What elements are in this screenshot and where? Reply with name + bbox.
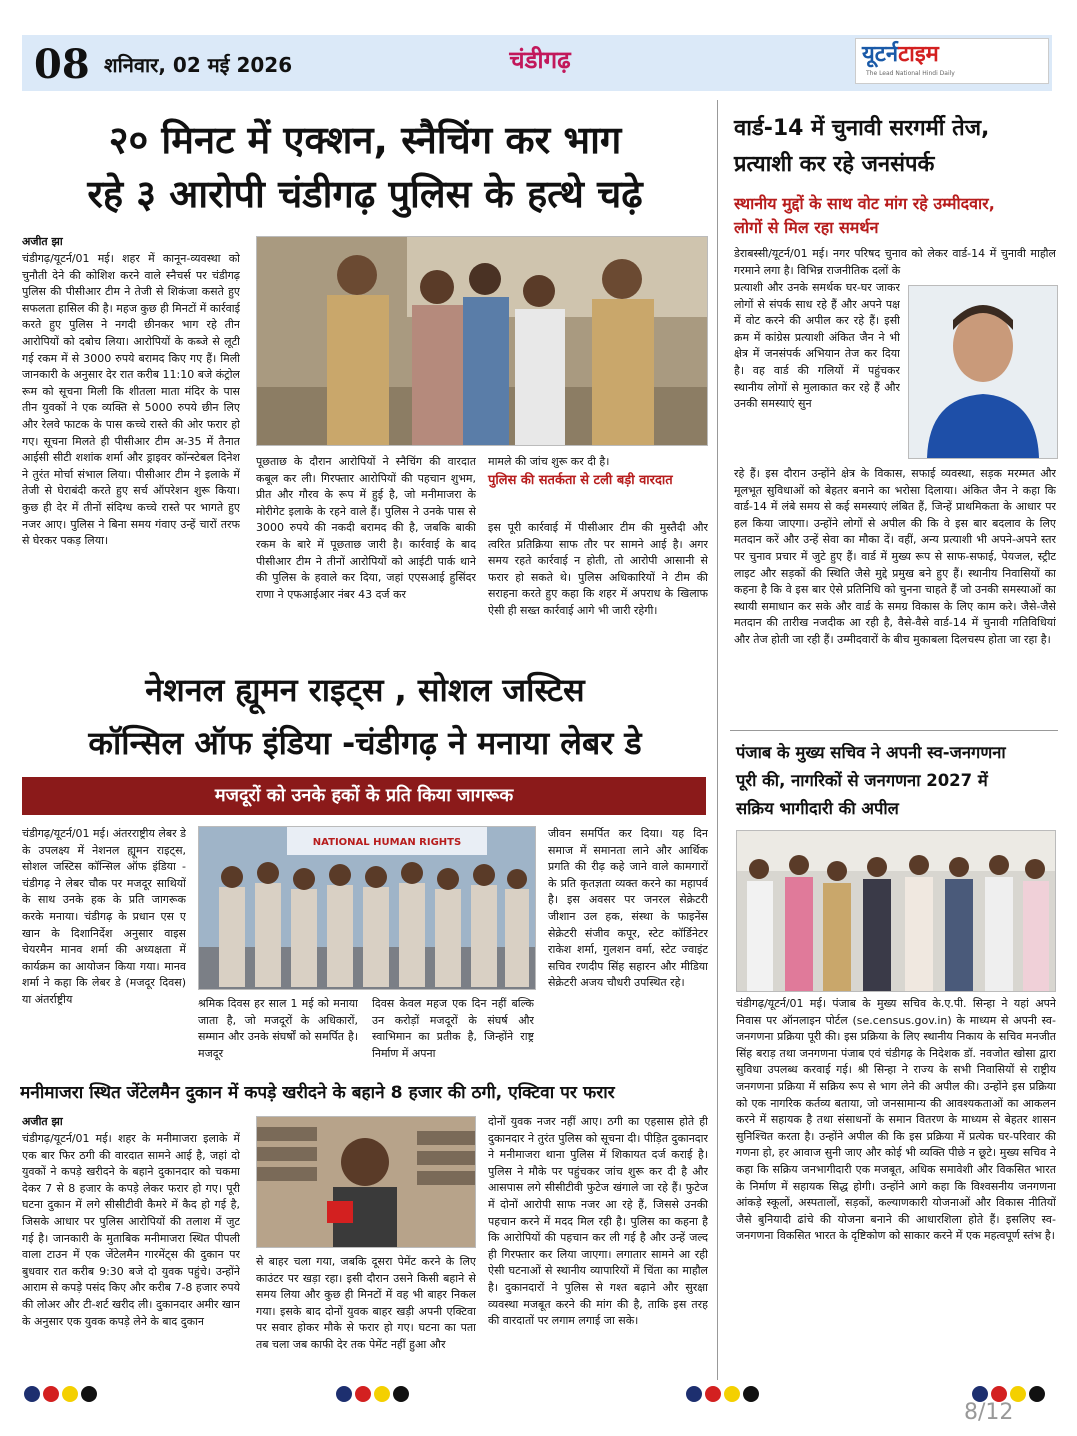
story2-column-3: दिवस केवल महज एक दिन नहीं बल्कि उन करोड़ों मजदूरों के संघर्ष और स्वाभिमान का प्रतीक है, जिन्होंने राष्ट्र निर्माण में अपना: [372, 997, 534, 1060]
red-dot: [355, 1386, 371, 1402]
story4-headline-2: प्रत्याशी कर रहे जनसंपर्क: [734, 152, 935, 177]
page-number: 08: [34, 41, 90, 88]
navy-dot: [336, 1386, 352, 1402]
column-divider: [717, 100, 718, 1380]
banner-text: NATIONAL HUMAN RIGHTS: [312, 837, 462, 848]
story2-column-1: चंडीगढ़/यूटर्न/01 मई। अंतरराष्ट्रीय लेबर डे के उपलक्ष्य में नेशनल ह्यूमन राइट्स, सोशल जस्टिस कॉन्सिल ऑफ इंडिया - चंडीगढ़ ने लेबर चौक पर मजदूर साथियों के साथ उनके हक के प्रति जागरूक करके मनाया। चंडीगढ़ के प्रधान एस ए खान के दिशानिर्देश अनुसार वाइस चेयरमैन मानव शर्मा की अध्यक्षता में कार्यक्रम का आयोजन किया गया। मानव शर्मा ने कहा कि लेबर डे (मजदूर दिवस) या अंतर्राष्ट्रीय: [22, 827, 186, 1006]
logo-text: यूटर्नटाइम: [862, 42, 939, 67]
yellow-dot: [724, 1386, 740, 1402]
story1-photo: [256, 236, 708, 446]
story2-headline-2: कॉन्सिल ऑफ इंडिया -चंडीगढ़ ने मनाया लेबर डे: [88, 724, 642, 762]
navy-dot: [686, 1386, 702, 1402]
story1-subheading: पुलिस की सतर्कता से टली बड़ी वारदात: [488, 473, 673, 488]
story3-headline: मनीमाजरा स्थित जेंटेलमैन दुकान में कपड़े खरीदने के बहाने 8 हजार की ठगी, एक्टिवा पर फरार: [20, 1083, 615, 1103]
footer-dots-mid-right: [686, 1386, 759, 1402]
story1-headline-1: २० मिनट में एक्शन, स्नैचिंग कर भाग: [108, 118, 622, 162]
logo-tagline: The Lead National Hindi Daily: [866, 70, 955, 77]
story1-column-1: चंडीगढ़/यूटर्न/01 मई। शहर में कानून-व्यवस्था को चुनौती देने की कोशिश करने वाले स्नैचर्स पर चंडीगढ़ पुलिस की पीसीआर टीम ने तेजी से शिकंजा कसते हुए सफलता हासिल की है। महज कुछ ही मिनटों में कार्रवाई करते हुए पुलिस ने नगदी छीनकर भाग रहे तीन आरोपियों को दबोच लिया। आरोपियों के कब्जे से लूटी गई रकम में से 3000 रुपये बरामद किए गए हैं। मिली जानकारी के अनुसार देर रात करीब 11:10 बजे कंट्रोल रूम को सूचना मिली कि शीतला माता मंदिर के पास तीन युवकों ने एक व्यक्ति से 5000 रुपये छीन लिए और रेलवे फाटक के पास कच्चे रास्ते की ओर फरार हो गए। सूचना मिलते ही पीसीआर टीम अ-35 में तैनात आईसी सीटी शशांक शर्मा और ड्राइवर कॉन्स्टेबल दिनेश ने तुरंत मोर्चा संभाल लिया। पीसीआर टीम ने इलाके में तेजी से घेराबंदी करते हुए सर्च ऑपरेशन शुरू किया। कुछ ही देर में तीनों संदिग्ध कच्चे रास्ते पर भागते हुए नजर आए। पुलिस ने बिना समय गंवाए उन्हें चारों तरफ से घेरकर पकड़ लिया।: [22, 252, 240, 548]
right-column-divider: [730, 730, 1058, 731]
navy-dot: [24, 1386, 40, 1402]
story1-column-2: पूछताछ के दौरान आरोपियों ने स्नैचिंग की वारदात कबूल कर ली। गिरफ्तार आरोपियों की पहचान शुभम, प्रीत और गौरव के रूप में हुई है, जो मनीमाजरा के मोरीगेट इलाके के रहने वाले हैं। पुलिस ने उनके पास से 3000 रुपये की नकदी बरामद की है, जबकि बाकी रकम के बारे में पूछताछ जारी है। कार्रवाई के बाद पीसीआर टीम ने तीनों आरोपियों को आईटी पार्क थाने की पुलिस के हवाले कर दिया, जहां एएसआई हुसिंदर राणा ने एफआईआर नंबर 43 दर्ज कर: [256, 455, 476, 601]
issue-date: शनिवार, 02 मई 2026: [104, 53, 293, 77]
red-dot: [705, 1386, 721, 1402]
story3-photo: [256, 1116, 476, 1248]
story4-sub-2: लोगों से मिल रहा समर्थन: [734, 218, 879, 237]
story4-para-left: प्रत्याशी और उनके समर्थक घर-घर जाकर लोगों से संपर्क साध रहे हैं और अपने पक्ष में वोट करने की अपील कर रहे हैं। इसी क्रम में कांग्रेस प्रत्याशी अंकित जैन ने भी क्षेत्र में जनसंपर्क अभियान तेज कर दिया है। वह वार्ड की गलियों में पहुंचकर स्थानीय लोगों से मुलाकात कर रहे हैं और उनकी समस्याएं सुन: [734, 281, 900, 411]
story2-column-4: जीवन समर्पित कर दिया। यह दिन समाज में समानता लाने और आर्थिक प्रगति की रीढ़ कहे जाने वाले कामगारों के प्रति कृतज्ञता व्यक्त करने का महापर्व है। इस अवसर पर जनरल सेक्रेटरी जीशान उल हक, संस्था के फाइनेंस सेक्रेटरी संजीव कपूर, स्टेट कॉर्डिनेटर राकेश शर्मा, गुलशन वर्मा, स्टेट ज्वाइंट सचिव रणदीप सिंह सहारन और मीडिया सेक्रेटरी अजय चौधरी उपस्थित रहे।: [548, 827, 708, 990]
candidate-photo: [908, 285, 1058, 459]
officials-group-photo: [737, 831, 1055, 991]
story5-body: चंडीगढ़/यूटर्न/01 मई। पंजाब के मुख्य सचिव के.ए.पी. सिन्हा ने यहां अपने निवास पर ऑनलाइन पोर्टल (se.census.gov.in) के माध्यम से अपनी स्व-जनगणना प्रक्रिया पूरी की। इस प्रक्रिया के लिए स्थानीय निकाय के सचिव मनजीत सिंह बराड़ तथा जनगणना पंजाब एवं चंडीगढ़ के निदेशक डॉ. नवजोत खोसा द्वारा सुविधा उपलब्ध करवाई गई। श्री सिन्हा ने राज्य के सभी निवासियों से राष्ट्रीय जनगणना प्रक्रिया में सक्रिय रूप से भाग लेने की अपील की। उन्होंने इस प्रक्रिया को एक नागरिक कर्तव्य बताया, जो जनसामान्य की आवश्यकताओं का आकलन करने में सहायक है तथा संसाधनों के समान वितरण के माध्यम से बेहतर शासन सुनिश्चित करता है। उन्होंने अपील की कि इस प्रक्रिया में प्रत्येक घर-परिवार की गणना हो, हर आवाज सुनी जाए और कोई भी व्यक्ति पीछे न छूटे। मुख्य सचिव ने कहा कि सक्रिय जनभागीदारी एक मजबूत, अधिक समावेशी और विकसित भारत के निर्माण में सहायक सिद्ध होगी। उन्होंने आगे कहा कि विश्वसनीय जनगणना आंकड़े स्कूलों, अस्पतालों, सड़कों, कल्याणकारी योजनाओं और विकास नीतियों जैसे बुनियादी ढांचे की योजना बनाने की आधारशिला होते हैं। इसलिए स्व-जनगणना विकसित भारत के दृष्टिकोण को साकार करने में एक महत्वपूर्ण स्तंभ है।: [736, 997, 1056, 1243]
story3-column-2: से बाहर चला गया, जबकि दूसरा पेमेंट करने के लिए काउंटर पर खड़ा रहा। इसी दौरान उसने किसी बहाने से समय लिया और कुछ ही मिनटों में वह भी बाहर निकल गया। इसके बाद दोनों युवक बाहर खड़ी अपनी एक्टिवा पर सवार होकर मौके से फरार हो गए। घटना का पता तब चला जब काफी देर तक पेमेंट नहीं हुआ और: [256, 1255, 476, 1351]
yellow-dot: [62, 1386, 78, 1402]
story5-photo: [736, 830, 1056, 992]
black-dot: [743, 1386, 759, 1402]
black-dot: [393, 1386, 409, 1402]
yellow-dot: [374, 1386, 390, 1402]
story4-headline-1: वार्ड-14 में चुनावी सरगर्मी तेज,: [734, 116, 990, 141]
story4-sub-1: स्थानीय मुद्दों के साथ वोट मांग रहे उम्मीदवार,: [734, 194, 995, 213]
story2-band: मजदूरों को उनके हकों के प्रति किया जागरूक: [22, 777, 706, 815]
story1-byline: अजीत झा: [22, 235, 63, 248]
story3-byline: अजीत झा: [22, 1115, 63, 1128]
page-count[interactable]: 8/12: [964, 1400, 1014, 1425]
story1-headline-2: रहे ३ आरोपी चंडीगढ़ पुलिस के हत्थे चढ़े: [87, 172, 643, 216]
story3-column-1: चंडीगढ़/यूटर्न/01 मई। शहर के मनीमाजरा इलाके में एक बार फिर ठगी की वारदात सामने आई है, जहां दो युवकों ने कपड़े खरीदने के बहाने दुकानदार को चकमा देकर 7 से 8 हजार के कपड़े लेकर फरार हो गए। पूरी घटना दुकान में लगे सीसीटीवी कैमरे में कैद हो गई है, जिसके आधार पर पुलिस आरोपियों की तलाश में जुट गई है। जानकारी के मुताबिक मनीमाजरा स्थित पीपली वाला टाउन में एक जेंटेलमैन गारमेंट्स की दुकान पर बुधवार रात करीब 9:30 बजे दो युवक पहुंचे। उन्होंने आराम से कपड़े पसंद किए और करीब 7-8 हजार रुपये की लोअर और टी-शर्ट खरीद ली। दुकानदार अमीर खान के अनुसार एक युवक कपड़े लेने के बाद दुकान: [22, 1132, 240, 1328]
story1-column-3a: मामले की जांच शुरू कर दी है।: [488, 455, 610, 468]
story2-headline-1: नेशनल ह्यूमन राइट्स , सोशल जस्टिस: [145, 671, 585, 709]
story5-headline-1: पंजाब के मुख्य सचिव ने अपनी स्व-जनगणना: [736, 743, 1006, 762]
candidate-portrait: [909, 286, 1057, 458]
story4-para-bottom: रहे हैं। इस दौरान उन्होंने क्षेत्र के विकास, सफाई व्यवस्था, सड़क मरम्मत और मूलभूत सुविधाओं को बेहतर बनाने का भरोसा दिलाया। अंकित जैन ने कहा कि वार्ड-14 में लंबे समय से कई समस्याएं लंबित हैं, जिन्हें प्राथमिकता के आधार पर हल किया जाएगा। उन्होंने लोगों से अपील की कि वे इस बार बदलाव के लिए मतदान करें और उन्हें सेवा का मौका दें। वहीं, अन्य प्रत्याशी भी अपने-अपने स्तर पर चुनाव प्रचार में जुटे हुए हैं। वार्ड में मुख्य रूप से साफ-सफाई, पेयजल, स्ट्रीट लाइट और सड़कों की स्थिति जैसे मुद्दे प्रमुख बने हुए हैं। स्थानीय निवासियों का कहना है कि वे इस बार ऐसे प्रतिनिधि को चुनना चाहते हैं जो उनकी समस्याओं का स्थायी समाधान कर सके और वार्ड के समग्र विकास के लिए काम करे। जैसे-जैसे मतदान की तारीख नजदीक आ रही है, वैसे-वैसे वार्ड-14 में चुनावी गतिविधियां और तेज होती जा रही हैं। उम्मीदवारों के बीच मुकाबला दिलचस्प होता जा रहा है।: [734, 467, 1056, 646]
story5-headline-3: सक्रिय भागीदारी की अपील: [736, 799, 899, 818]
shopkeeper-photo: [257, 1117, 475, 1247]
story2-column-2: श्रमिक दिवस हर साल 1 मई को मनाया जाता है, जो मजदूरों के अधिकारों, सम्मान और उनके संघर्षों को समर्पित है। मजदूर: [198, 997, 358, 1060]
labour-day-group-photo: [199, 827, 535, 989]
black-dot: [1029, 1386, 1045, 1402]
story2-photo: [198, 826, 536, 990]
story3-column-3: दोनों युवक नजर नहीं आए। ठगी का एहसास होते ही दुकानदार ने तुरंत पुलिस को सूचना दी। पीड़ित दुकानदार ने मनीमाजरा थाना पुलिस में शिकायत दर्ज कराई है। पुलिस ने मौके पर पहुंचकर जांच शुरू कर दी है और आसपास लगे सीसीटीवी फुटेज खंगाले जा रहे हैं। फुटेज में दोनों आरोपी साफ नजर आ रहे हैं, जिससे उनकी पहचान करने में मदद मिल रही है। पुलिस का कहना है कि आरोपियों की पहचान कर ली गई है और उन्हें जल्द ही गिरफ्तार कर लिया जाएगा। लगातार सामने आ रही ऐसी घटनाओं से स्थानीय व्यापारियों में चिंता का माहौल है। दुकानदारों ने पुलिस से गश्त बढ़ाने और सुरक्षा व्यवस्था मजबूत करने की मांग की है, ताकि इस तरह की वारदातों पर लगाम लगाई जा सके।: [488, 1115, 708, 1328]
story4-para-top: डेराबस्सी/यूटर्न/01 मई। नगर परिषद चुनाव को लेकर वार्ड-14 में चुनावी माहौल गरमाने लगा है। विभिन्न राजनीतिक दलों के: [734, 247, 1056, 277]
red-dot: [43, 1386, 59, 1402]
footer-dots-left: [24, 1386, 97, 1402]
police-group-photo: [257, 237, 707, 445]
story5-headline-2: पूरी की, नागरिकों से जनगणना 2027 में: [736, 771, 988, 790]
black-dot: [81, 1386, 97, 1402]
section-city: चंडीगढ़: [509, 46, 571, 74]
story1-column-3b: इस पूरी कार्रवाई में पीसीआर टीम की मुस्तैदी और त्वरित प्रतिक्रिया साफ तौर पर सामने आई है। अगर समय रहते कार्रवाई न होती, तो आरोपी आसानी से फरार हो सकते थे। पुलिस अधिकारियों ने टीम की सराहना करते हुए कहा कि शहर में अपराध के खिलाफ ऐसी ही सख्त कार्रवाई आगे भी जारी रहेगी।: [488, 521, 708, 617]
footer-dots-center: [336, 1386, 409, 1402]
